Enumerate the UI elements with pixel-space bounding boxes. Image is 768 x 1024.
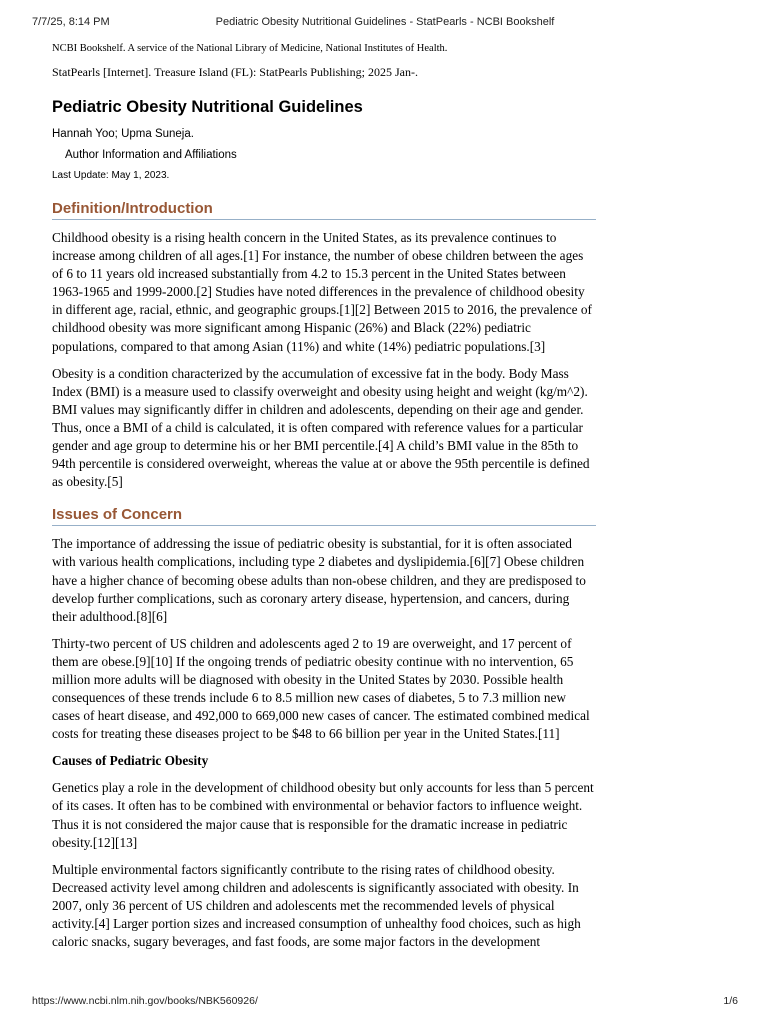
page-title: Pediatric Obesity Nutritional Guidelines	[52, 98, 363, 116]
page-url: https://www.ncbi.nlm.nih.gov/books/NBK560926/	[32, 995, 258, 1007]
section-heading-introduction: Definition/Introduction	[52, 199, 596, 220]
concern-paragraph-1: The importance of addressing the issue of pediatric obesity is substantial, for it is often associated with various health complications, including type 2 diabetes and dyslipidemia.[6][7] Obese children have a higher chance of becoming obese adults than non-obese children, and they are predisposed to develop further complications, such as coronary artery disease, hypertension, and cancers, during their adulthood.[8][6]	[52, 536, 586, 624]
subheading-causes: Causes of Pediatric Obesity	[52, 753, 209, 769]
print-datetime: 7/7/25, 8:14 PM	[32, 16, 110, 28]
page-number: 1/6	[723, 995, 738, 1007]
print-tab-title: Pediatric Obesity Nutritional Guidelines - StatPearls - NCBI Bookshelf	[215, 16, 555, 28]
author-affiliations-link[interactable]: Author Information and Affiliations	[65, 149, 237, 161]
print-header	[32, 16, 738, 32]
concern-paragraph-3: Genetics play a role in the development of childhood obesity but only accounts for less than 5 percent of its cases. It often has to be combined with environmental or behavior factors to influence weight. Thus it is not considered the major cause that is responsible for the dramatic increase in pediatric obesity.[12][13]	[52, 780, 594, 850]
bookshelf-credit: NCBI Bookshelf. A service of the National Library of Medicine, National Institutes of Health.	[52, 43, 448, 54]
intro-paragraph-2: Obesity is a condition characterized by the accumulation of excessive fat in the body. Body Mass Index (BMI) is a measure used to classify overweight and obesity using height and weight (kg/m^2). BMI values may significantly differ in children and adolescents, depending on their age and gender. Thus, once a BMI of a child is calculated, it is often compared with reference values for a particular gender and age group to determine his or her BMI percentile.[4] A child’s BMI value in the 85th to 94th percentile is considered overweight, whereas the value at or above the 95th percentile is defined as obesity.[5]	[52, 365, 590, 490]
intro-paragraph-1: Childhood obesity is a rising health concern in the United States, as its prevalence continues to increase among children of all ages.[1] For instance, the number of obese children between the ages of 6 to 11 years old increased substantially from 4.2 to 15.3 percent in the United States between 1963-1965 and 1999-2000.[2] Studies have noted differences in the prevalence of childhood obesity in different age, racial, ethnic, and geographic groups.[1][2] Between 2015 to 2016, the prevalence of childhood obesity was more significant among Hispanic (26%) and Black (22%) pediatric populations, compared to that among Asian (11%) and white (14%) pediatric populations.[3]	[52, 230, 592, 354]
concern-paragraph-4: Multiple environmental factors significantly contribute to the rising rates of childhood obesity. Decreased activity level among children and adolescents is significantly associated with obesity. In 2007, only 36 percent of US children and adolescents met the recommended levels of physical activity.[4] Larger portion sizes and increased consumption of unhealthy food choices, such as high caloric snacks, sugary beverages, and fast foods, are some major factors in the development	[52, 861, 581, 950]
author-list: Hannah Yoo; Upma Suneja.	[52, 128, 194, 140]
concern-paragraph-2: Thirty-two percent of US children and adolescents aged 2 to 19 are overweight, and 17 percent of them are obese.[9][10] If the ongoing trends of pediatric obesity continue with no intervention, 65 million more adults will be diagnosed with obesity in the United States by 2030. Possible health consequences of these trends include 6 to 8.5 million new cases of diabetes, 5 to 7.3 million new cases of heart disease, and 492,000 to 669,000 new cases of cancer. The estimated combined medical costs for treating these diseases project to be $48 to 66 billion per year in the United States.[11]	[52, 635, 590, 742]
print-footer	[32, 995, 738, 1009]
article-page	[52, 42, 596, 951]
book-citation: StatPearls [Internet]. Treasure Island (FL): StatPearls Publishing; 2025 Jan-.	[52, 65, 418, 79]
section-heading-issues-of-concern: Issues of Concern	[52, 505, 596, 526]
last-update: Last Update: May 1, 2023.	[52, 170, 170, 181]
